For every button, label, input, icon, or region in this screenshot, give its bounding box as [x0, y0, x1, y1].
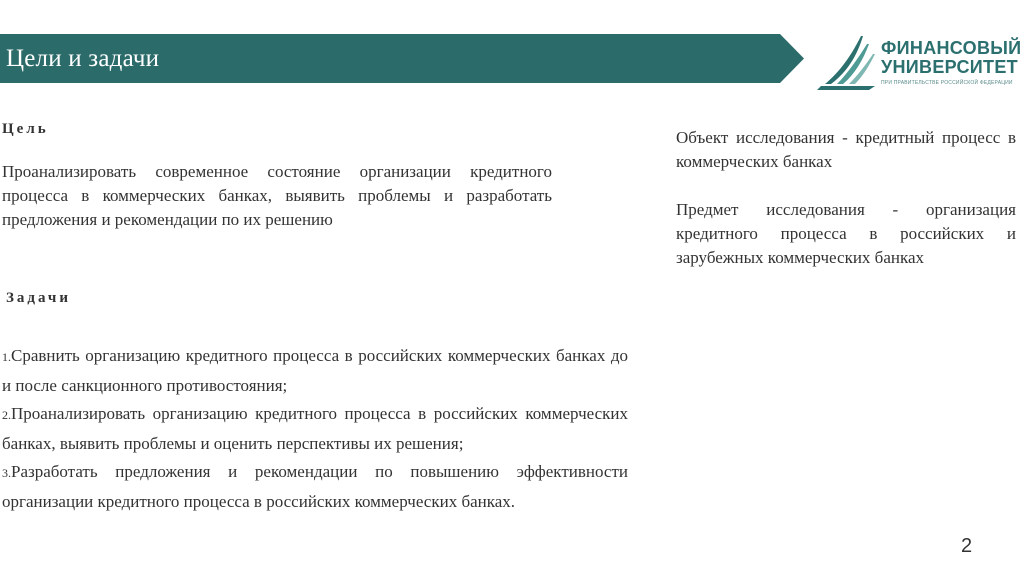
task-text: Разработать предложения и рекомендации по повышению эффективности организации кредитного процесса в российских коммерческих банках. — [2, 462, 628, 511]
task-number: 1. — [2, 350, 11, 364]
page-number: 2 — [961, 535, 973, 557]
logo-emblem-icon — [817, 30, 881, 92]
logo-text-line2: УНИВЕРСИТЕТ — [881, 57, 1018, 77]
goal-text: Проанализировать современное состояние организации кредитного процесса в коммерческих банках, выявить проблемы и разработать предложения и рекомендации по их решению — [2, 162, 552, 229]
task-item — [2, 458, 628, 516]
task-item — [2, 342, 628, 400]
research-object: Объект исследования - кредитный процесс в коммерческих банках — [676, 128, 1016, 171]
tasks-list — [2, 342, 628, 516]
goal-heading: Цель — [2, 121, 49, 137]
task-number: 2. — [2, 408, 11, 422]
task-text: Проанализировать организацию кредитного процесса в российских коммерческих банках, выявить проблемы и оценить перспективы их решения; — [2, 404, 628, 453]
task-number: 3. — [2, 466, 11, 480]
university-logo — [817, 30, 1022, 92]
research-subject: Предмет исследования - организация кредитного процесса в российских и зарубежных коммерческих банках — [676, 200, 1016, 267]
logo-subtitle: ПРИ ПРАВИТЕЛЬСТВЕ РОССИЙСКОЙ ФЕДЕРАЦИИ — [881, 80, 1013, 86]
slide-title: Цели и задачи — [6, 45, 160, 72]
tasks-heading: Задачи — [6, 290, 72, 306]
task-text: Сравнить организацию кредитного процесса в российских коммерческих банках до и после санкционного противостояния; — [2, 346, 628, 395]
task-item — [2, 400, 628, 458]
logo-text-line1: ФИНАНСОВЫЙ — [881, 38, 1022, 58]
